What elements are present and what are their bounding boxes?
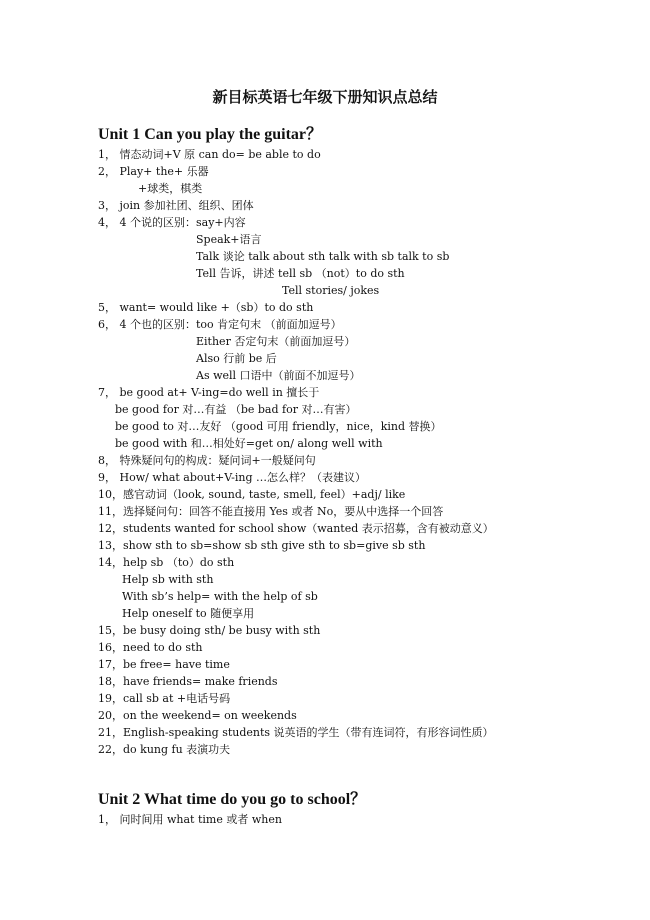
unit-1-line: Tell 告诉，讲述 tell sb （not）to do sth: [196, 267, 405, 280]
unit-1-line: 22，do kung fu 表演功夫: [98, 743, 231, 756]
unit-1-line: 21，English-speaking students 说英语的学生（带有连词符，有形容词性质）: [98, 726, 494, 739]
unit-1-line: 12，students wanted for school show（wanted 表示招募，含有被动意义）: [98, 522, 494, 535]
unit-1-line: Speak+语言: [196, 233, 262, 246]
unit-1-line: 2， Play+ the+ 乐器: [98, 165, 209, 178]
unit-1-line: Talk 谈论 talk about sth talk with sb talk to sb: [196, 250, 450, 263]
unit-1-line: 15，be busy doing sth/ be busy with sth: [98, 624, 321, 637]
unit-1-line: 18，have friends= make friends: [98, 675, 278, 688]
unit-1-line: 14，help sb （to）do sth: [98, 556, 235, 569]
unit-1-line: 6， 4 个也的区别：too 肯定句末 （前面加逗号）: [98, 318, 342, 331]
unit-1-line: 11，选择疑问句：回答不能直接用 Yes 或者 No，要从中选择一个回答: [98, 505, 444, 518]
unit-1-line: be good to 对…友好 （good 可用 friendly，nice，kind 替换）: [115, 420, 442, 433]
unit-1-line: 7， be good at+ V-ing=do well in 擅长于: [98, 386, 320, 399]
unit-1-line: be good with 和…相处好=get on/ along well with: [115, 437, 383, 450]
unit-1-line: Help sb with sth: [122, 573, 214, 586]
unit-1-line: 13，show sth to sb=show sb sth give sth to sb=give sb sth: [98, 539, 426, 552]
unit-2-line: 1， 问时间用 what time 或者 when: [98, 813, 282, 826]
unit-1-line: 5， want= would like +（sb）to do sth: [98, 301, 314, 314]
document-title: 新目标英语七年级下册知识点总结: [212, 88, 438, 106]
unit-1-line: 19，call sb at +电话号码: [98, 692, 231, 705]
unit-1-line: 10，感官动词（look, sound, taste, smell, feel）+adj/ like: [98, 488, 406, 501]
unit-2-heading: Unit 2 What time do you go to school？: [98, 791, 367, 808]
unit-1-line: +球类，棋类: [138, 182, 203, 195]
unit-1-line: Tell stories/ jokes: [282, 284, 380, 297]
unit-1-line: With sb’s help= with the help of sb: [122, 590, 318, 603]
unit-1-line: 3， join 参加社团、组织、团体: [98, 199, 254, 212]
unit-1-line: Help oneself to 随便享用: [122, 607, 255, 620]
unit-1-line: 9， How/ what about+V-ing …怎么样？（表建议）: [98, 471, 367, 484]
unit-1-line: 16，need to do sth: [98, 641, 203, 654]
unit-1-line: 1， 情态动词+V 原 can do= be able to do: [98, 148, 321, 161]
unit-1-line: Also 行前 be 后: [196, 352, 277, 365]
unit-1-line: 4， 4 个说的区别：say+内容: [98, 216, 246, 229]
unit-1-line: 8， 特殊疑问句的构成：疑问词+一般疑问句: [98, 454, 316, 467]
unit-1-line: Either 否定句末（前面加逗号）: [196, 335, 356, 348]
unit-1-line: As well 口语中（前面不加逗号）: [196, 369, 361, 382]
unit-1-line: 20，on the weekend= on weekends: [98, 709, 297, 722]
unit-1-line: be good for 对…有益 （be bad for 对…有害）: [115, 403, 357, 416]
unit-1-line: 17，be free= have time: [98, 658, 230, 671]
unit-1-heading: Unit 1 Can you play the guitar？: [98, 126, 323, 143]
